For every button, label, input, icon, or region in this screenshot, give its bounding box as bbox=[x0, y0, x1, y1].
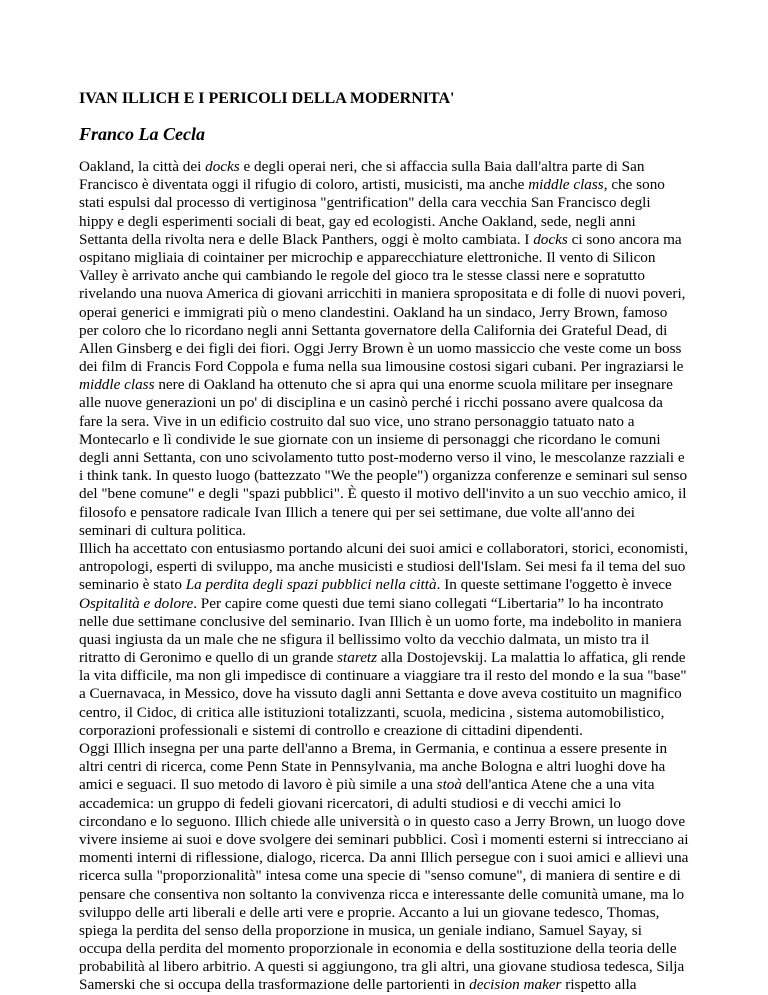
text-segment: filosofo e pensatore radicale Ivan Illich a tenere qui per sei settimane, due volte all'anno dei bbox=[79, 503, 636, 521]
text-segment: stati espulsi dal processo di vertiginosa "gentrification" della cara vecchia San Francisco degli bbox=[79, 194, 651, 212]
body-line bbox=[79, 976, 709, 994]
body-line bbox=[79, 376, 709, 394]
body-line bbox=[79, 904, 709, 922]
text-segment: seminario è stato bbox=[79, 576, 186, 594]
body-line bbox=[79, 722, 709, 740]
body-line bbox=[79, 285, 709, 303]
text-segment: Settanta della rivolta nera e delle Black Panthers, oggi è molto cambiata. I bbox=[79, 230, 534, 248]
body-line bbox=[79, 194, 709, 212]
text-segment: nelle due settimane conclusive del seminario. Ivan Illich è un uomo forte, ma indebolito in maniera bbox=[79, 612, 682, 630]
text-segment: momenti interni di riflessione, dialogo, ricerca. Da anni Illich persegue con i suoi amici e allievi una bbox=[79, 849, 689, 867]
body-line bbox=[79, 249, 709, 267]
text-segment: , che sono bbox=[603, 176, 665, 194]
text-segment: circondano e lo seguono. Illich chiede alle università o in questo caso a Jerry Brown, un luogo dove bbox=[79, 812, 686, 830]
body-line bbox=[79, 776, 709, 794]
body-line bbox=[79, 758, 709, 776]
text-segment: spiega la perdita del senso della proporzione in musica, un geniale indiano, Samuel Sayay, si bbox=[79, 921, 642, 939]
text-segment: ci sono ancora ma bbox=[567, 230, 682, 248]
text-segment: probabilità al libero arbitrio. A questi si aggiungono, tra gli altri, una giovane studiosa tedesca, Silja bbox=[79, 958, 685, 976]
document-author: Franco La Cecla bbox=[79, 124, 205, 144]
body-line bbox=[79, 886, 709, 904]
body-line bbox=[79, 613, 709, 631]
text-segment: vivere insieme ai suoi e dove svolgere dei seminari pubblici. Così i momenti esterni si intrecciano ai bbox=[79, 830, 689, 848]
text-segment: sviluppo delle arti liberali e delle arti vere e proprie. Accanto a lui un giovane tedesco, Thomas, bbox=[79, 903, 660, 921]
italic-text: docks bbox=[205, 158, 240, 175]
text-segment: Allen Ginsberg e dei figli dei fiori. Oggi Jerry Brown è un uomo massiccio che veste come un boss bbox=[79, 339, 682, 357]
body-line bbox=[79, 394, 709, 412]
text-segment: Oakland, la città dei bbox=[79, 158, 206, 175]
italic-text: stoà bbox=[436, 776, 462, 794]
text-segment: rispetto alla bbox=[561, 976, 637, 994]
body-line bbox=[79, 795, 709, 813]
body-line bbox=[79, 340, 709, 358]
body-line bbox=[79, 631, 709, 649]
body-line bbox=[79, 540, 709, 558]
body-line bbox=[79, 322, 709, 340]
text-segment: pensare che consentiva non soltanto la convivenza ricca e interessante delle comunità umane, ma lo bbox=[79, 885, 685, 903]
body-line bbox=[79, 849, 709, 867]
text-segment: dell'antica Atene che a una vita bbox=[461, 776, 655, 794]
text-segment: seminari di cultura politica. bbox=[79, 521, 247, 539]
body-line bbox=[79, 813, 709, 831]
text-segment: Samerski che si occupa della trasformazione delle partorienti in bbox=[79, 976, 470, 994]
text-segment: . Per capire come questi due temi siano collegati “Libertaria” lo ha incontrato bbox=[193, 594, 664, 612]
body-line bbox=[79, 467, 709, 485]
body-line bbox=[79, 831, 709, 849]
text-segment: hippy e degli esperimenti sociali di beat, gay ed ecologisti. Anche Oakland, sede, negli anni bbox=[79, 212, 636, 230]
body-line bbox=[79, 485, 709, 503]
text-segment: Francisco è diventata oggi il rifugio di coloro, artisti, musicisti, ma anche bbox=[79, 176, 529, 194]
text-segment: a Cuernavaca, in Messico, dove ha vissuto dagli anni Settanta e dove aveva costituito un magnifico bbox=[79, 685, 682, 703]
text-segment: dei film di Francis Ford Coppola e fuma nella sua limousine costosi sigari cubani. Per ingraziarsi le bbox=[79, 358, 684, 376]
text-segment: ritratto di Geronimo e quello di un grande bbox=[79, 649, 338, 667]
body-line bbox=[79, 595, 709, 613]
text-segment: degli anni Settanta, con uno scivolamento tutto post-moderno verso il vino, le mescolanze razziali e bbox=[79, 449, 685, 466]
text-segment: Valley è arrivato anche qui cambiando le regole del gioco tra le stesse classi nere e sopratutto bbox=[79, 267, 645, 285]
text-segment: altri centri di ricerca, come Penn State in Pennsylvania, ma anche Bologna e altri luoghi dove ha bbox=[79, 758, 666, 776]
body-line bbox=[79, 413, 709, 431]
text-segment: rivelando una nuova America di giovani arricchiti in maniera spropositata e di folle di nuovi poveri, bbox=[79, 285, 686, 303]
italic-text: La perdita degli spazi pubblici nella città bbox=[185, 576, 437, 594]
italic-text: decision maker bbox=[469, 976, 562, 994]
body-line bbox=[79, 231, 709, 249]
text-segment: . In queste settimane l'oggetto è invece bbox=[436, 576, 672, 594]
body-line bbox=[79, 158, 709, 176]
text-segment: antropologi, esperti di sviluppo, ma anche musicisti e studiosi dell'Islam. Sei mesi fa il tema del suo bbox=[79, 558, 686, 576]
text-segment: del "bene comune" e degli "spazi pubblici". È questo il motivo dell'invito a un suo vecchio amico, il bbox=[79, 485, 687, 503]
italic-text: staretz bbox=[337, 649, 378, 667]
text-segment: occupa della perdita del momento proporzionale in economia e della sostituzione della teoria delle bbox=[79, 940, 677, 958]
body-line bbox=[79, 704, 709, 722]
text-segment: nere di Oakland ha ottenuto che si apra qui una enorme scuola militare per insegnare bbox=[154, 376, 673, 394]
document-page bbox=[79, 90, 709, 995]
italic-text: docks bbox=[533, 230, 568, 248]
body-line bbox=[79, 267, 709, 285]
italic-text: Ospitalità e dolore bbox=[79, 594, 194, 612]
text-segment: corporazioni professionali e sistemi di controllo e creazione di cittadini dipendenti. bbox=[79, 721, 583, 739]
body-line bbox=[79, 504, 709, 522]
body-line bbox=[79, 940, 709, 958]
body-line bbox=[79, 922, 709, 940]
body-line bbox=[79, 958, 709, 976]
text-segment: fare la sera. Vive in un edificio costruito dal suo vice, uno strano personaggio tatuato nato a bbox=[79, 412, 635, 430]
text-segment: centro, il Cidoc, di critica alle istituzioni totalizzanti, scuola, medicina , sistema automobilistico, bbox=[79, 703, 665, 721]
text-segment: per coloro che lo ricordano negli anni Settanta governatore della California dei Grateful Dead, di bbox=[79, 321, 668, 339]
text-segment: Oggi Illich insegna per una parte dell'anno a Brema, in Germania, e continua a essere presente in bbox=[79, 740, 668, 757]
text-segment: accademica: un gruppo di fedeli giovani ricercatori, di adulti studiosi e di vecchi amici lo bbox=[79, 794, 621, 812]
text-segment: alla Dostojevskij. La malattia lo affatica, gli rende bbox=[377, 649, 686, 667]
body-line bbox=[79, 667, 709, 685]
body-line bbox=[79, 176, 709, 194]
italic-text: middle class bbox=[528, 176, 604, 194]
body-line bbox=[79, 558, 709, 576]
text-segment: la vita difficile, ma non gli impedisce di continuare a viaggiare tra il resto del mondo e la sua "base" bbox=[79, 667, 687, 685]
text-segment: i think tank. In questo luogo (battezzato "We the people") organizza conferenze e seminari sul senso bbox=[79, 467, 688, 485]
document-title: IVAN ILLICH E I PERICOLI DELLA MODERNITA' bbox=[79, 90, 455, 107]
text-segment: ricerca sulla "proporzionalità" intesa come una specie di "senso comune", di maniera di sentire e di bbox=[79, 867, 681, 885]
body-line bbox=[79, 431, 709, 449]
text-segment: Montecarlo e lì condivide le sue giornate con un insieme di personaggi che ricordano le comuni bbox=[79, 430, 661, 448]
text-segment: e degli operai neri, che si affaccia sulla Baia dall'altra parte di San bbox=[239, 158, 645, 175]
text-segment: ospitano migliaia di cointainer per microchip e apparecchiature elettroniche. Il vento di Silicon bbox=[79, 248, 656, 266]
text-segment: Illich ha accettato con entusiasmo portando alcuni dei suoi amici e collaboratori, storici, economisti, bbox=[79, 539, 688, 557]
body-line bbox=[79, 213, 709, 231]
body-line bbox=[79, 522, 709, 540]
body-line bbox=[79, 685, 709, 703]
italic-text: middle class bbox=[79, 376, 155, 394]
text-segment: amici e seguaci. Il suo metodo di lavoro è più simile a una bbox=[79, 776, 437, 794]
body-line bbox=[79, 740, 709, 758]
body-line bbox=[79, 449, 709, 467]
body-line bbox=[79, 576, 709, 594]
body-line bbox=[79, 649, 709, 667]
text-segment: operai generici e immigrati più o meno clandestini. Oakland ha un sindaco, Jerry Brown, famoso bbox=[79, 303, 668, 321]
text-segment: alle nuove generazioni un po' di disciplina e un casinò perché i ricchi possano avere qualcosa da bbox=[79, 394, 663, 412]
body-line bbox=[79, 304, 709, 322]
body-line bbox=[79, 358, 709, 376]
text-segment: quasi ingiusta da un male che ne sfigura il bellissimo volto da vecchio dalmata, un misto tra il bbox=[79, 630, 650, 648]
body-line bbox=[79, 867, 709, 885]
article-body bbox=[79, 158, 709, 995]
